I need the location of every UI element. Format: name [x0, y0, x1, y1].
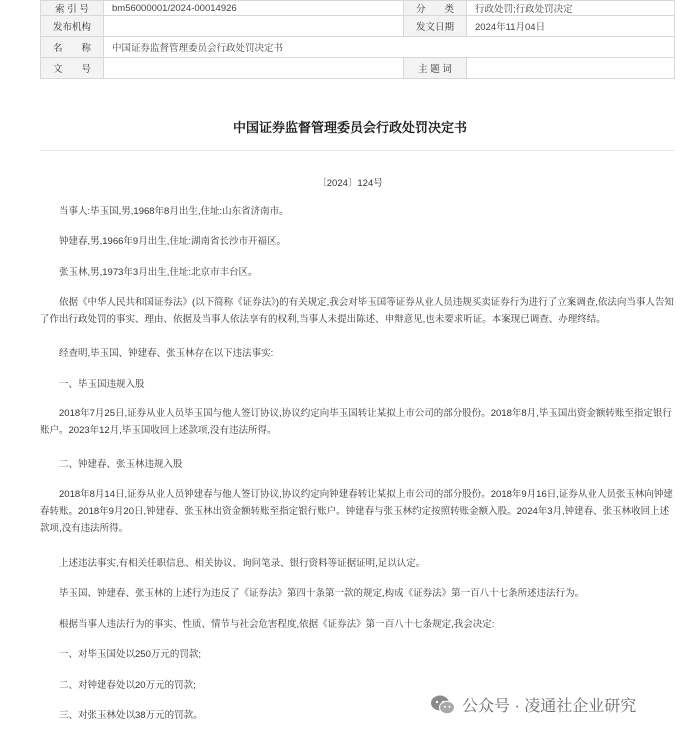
- meta-row-issuer: [41, 16, 675, 37]
- penalty-1-paragraph: 一、对毕玉国处以250万元的罚款;: [59, 649, 201, 660]
- category-label: 分 类: [404, 1, 467, 16]
- doc-number-value: [104, 58, 404, 79]
- issuer-label: 发布机构: [41, 16, 104, 37]
- keywords-label: 主 题 词: [404, 58, 467, 79]
- document-number: 〔2024〕124号: [317, 178, 383, 189]
- wechat-icon: [430, 694, 456, 716]
- party-1-paragraph: 当事人:毕玉国,男,1968年8月出生,住址:山东省济南市。: [59, 206, 289, 217]
- section-1-paragraph: 2018年7月25日,证券从业人员毕玉国与他人签订协议,协议约定向毕玉国转让某拟上市公司的部分股份。2018年8月,毕玉国出资金额转账至指定银行账户。2023年12月,毕玉国收回上述款项,没有违法所得。: [40, 408, 672, 436]
- basis-paragraph: 依据《中华人民共和国证券法》(以下简称《证券法》)的有关规定,我会对毕玉国等证券从业人员违规买卖证券行为进行了立案调查,依法向当事人告知了作出行政处罚的事实、理由、依据及当事人依法享有的权利,当事人未提出陈述、申辩意见,也未要求听证。本案现已调查、办理终结。: [40, 297, 674, 325]
- wechat-watermark: [430, 693, 636, 716]
- decision-intro-paragraph: 根据当事人违法行为的事实、性质、情节与社会危害程度,依据《证券法》第一百八十七条规定,我会决定:: [59, 619, 495, 630]
- index-number-value: bm56000001/2024-00014926: [104, 1, 404, 16]
- issue-date-value: 2024年11月04日: [467, 16, 675, 37]
- penalty-2-paragraph: 二、对钟建春处以20万元的罚款;: [59, 680, 196, 691]
- party-3-paragraph: 张玉林,男,1973年3月出生,住址:北京市丰台区。: [59, 267, 258, 278]
- party-2-paragraph: 钟建春,男,1966年9月出生,住址:湖南省长沙市开福区。: [59, 236, 286, 247]
- section-2-heading: 二、钟建春、张玉林违规入股: [59, 459, 183, 470]
- section-2-paragraph: 2018年8月14日,证券从业人员钟建春与他人签订协议,协议约定向钟建春转让某拟上市公司的部分股份。2018年9月16日,证券从业人员张玉林向钟建春转账。2018年9月20日,钟建春、张玉林出资金额转账至指定银行账户。钟建春与张玉林约定按照转账金额入股。2024年3月,钟建春、张玉林收回上述款项,没有违法所得。: [40, 489, 673, 534]
- issue-date-label: 发文日期: [404, 16, 467, 37]
- doc-number-label: 文 号: [41, 58, 104, 79]
- penalty-3-paragraph: 三、对张玉林处以38万元的罚款。: [59, 710, 203, 721]
- issuer-value: [104, 16, 404, 37]
- doc-name-value: 中国证券监督管理委员会行政处罚决定书: [104, 37, 675, 58]
- document-title: 中国证券监督管理委员会行政处罚决定书: [232, 120, 467, 135]
- category-value: 行政处罚;行政处罚决定: [467, 1, 675, 16]
- violation-paragraph: 毕玉国、钟建春、张玉林的上述行为违反了《证券法》第四十条第一款的规定,构成《证券法》第一百八十七条所述违法行为。: [59, 588, 585, 599]
- meta-row-name: [41, 37, 675, 58]
- doc-name-label: 名 称: [41, 37, 104, 58]
- title-divider: [40, 150, 674, 151]
- meta-row-docno: [41, 58, 675, 79]
- findings-intro-paragraph: 经查明,毕玉国、钟建春、张玉林存在以下违法事实:: [59, 348, 274, 359]
- meta-row-index: [41, 1, 675, 16]
- watermark-text: 公众号 · 凌通社企业研究: [462, 698, 637, 715]
- section-1-heading: 一、毕玉国违规入股: [59, 379, 145, 390]
- document-metadata-table: [40, 0, 675, 79]
- index-number-label: 索 引 号: [41, 1, 104, 16]
- evidence-paragraph: 上述违法事实,有相关任职信息、相关协议、询问笔录、银行资料等证据证明,足以认定。: [59, 558, 426, 569]
- keywords-value: [467, 58, 675, 79]
